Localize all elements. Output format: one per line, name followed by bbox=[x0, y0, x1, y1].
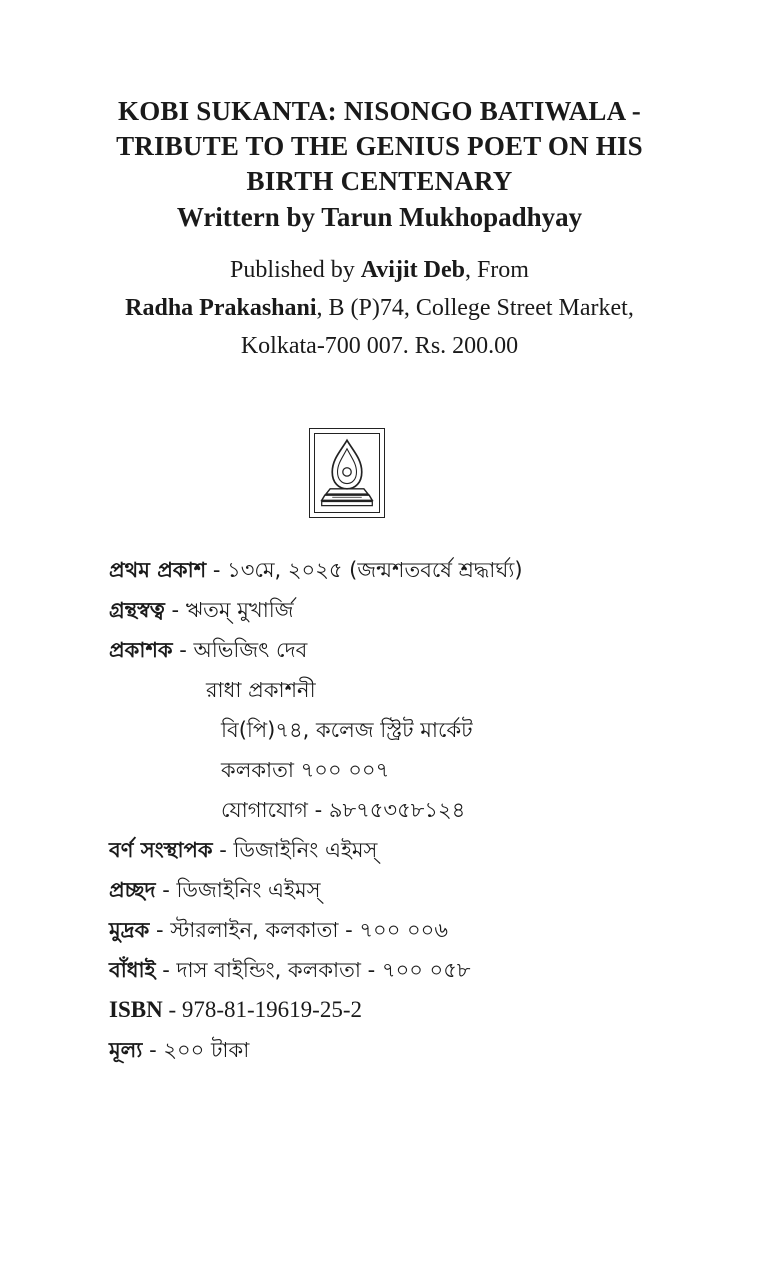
typesetter-value: - ডিজাইনিং এইমস্ bbox=[212, 838, 378, 862]
isbn-label: ISBN bbox=[109, 997, 163, 1022]
typesetter-label: বর্ণ সংস্থাপক bbox=[109, 838, 213, 862]
publisher-label: প্রকাশক bbox=[109, 638, 173, 662]
price-label: মূল্য bbox=[109, 1038, 143, 1062]
cover-value: - ডিজাইনিং এইমস্ bbox=[155, 878, 321, 902]
title-block bbox=[0, 94, 759, 235]
publisher-emblem-icon bbox=[309, 428, 385, 518]
cover-label: প্রচ্ছদ bbox=[109, 878, 156, 902]
publisher-line-3: বি(পি)৭৪, কলেজ স্ট্রিট মার্কেট bbox=[221, 718, 473, 742]
from-text: , From bbox=[464, 257, 529, 283]
publisher-row bbox=[109, 630, 749, 670]
published-by-line bbox=[0, 251, 759, 289]
isbn-value: - 978-81-19619-25-2 bbox=[162, 997, 362, 1022]
first-edition-label: প্রথম প্রকাশ bbox=[109, 558, 207, 582]
binding-label: বাঁধাই bbox=[109, 958, 156, 982]
press-address: , B (P)74, College Street Market, bbox=[316, 295, 634, 321]
copyright-row bbox=[109, 590, 749, 630]
first-edition-value: - ১৩মে, ২০২৫ (জন্মশতবর্ষে শ্রদ্ধার্ঘ্য) bbox=[206, 558, 523, 582]
city-price-line: Kolkata-700 007. Rs. 200.00 bbox=[240, 333, 519, 359]
publisher-name: Avijit Deb bbox=[360, 257, 465, 283]
published-by-prefix: Published by bbox=[230, 257, 361, 283]
isbn-row bbox=[109, 990, 749, 1030]
cover-row bbox=[109, 870, 749, 910]
book-title-line-3: BIRTH CENTENARY bbox=[246, 166, 513, 196]
publisher-line-2: রাধা প্রকাশনী bbox=[206, 678, 316, 702]
price-value: - ২০০ টাকা bbox=[142, 1038, 250, 1062]
imprint-details bbox=[109, 550, 749, 1070]
press-name: Radha Prakashani bbox=[125, 295, 317, 321]
printer-label: মুদ্রক bbox=[109, 918, 150, 942]
book-title-line-2: TRIBUTE TO THE GENIUS POET ON HIS bbox=[116, 131, 643, 161]
copyright-value: - ঋতম্ মুখার্জি bbox=[164, 598, 294, 622]
publisher-line-4: কলকাতা ৭০০ ০০৭ bbox=[221, 758, 390, 782]
printer-value: - স্টারলাইন, কলকাতা - ৭০০ ০০৬ bbox=[149, 918, 448, 942]
publisher-line-5: যোগাযোগ - ৯৮৭৫৩৫৮১২৪ bbox=[221, 798, 466, 822]
copyright-label: গ্রন্থস্বত্ব bbox=[109, 598, 165, 622]
binding-value: - দাস বাইন্ডিং, কলকাতা - ৭০০ ০৫৮ bbox=[155, 958, 471, 982]
binding-row bbox=[109, 950, 749, 990]
first-edition-row bbox=[109, 550, 749, 590]
publication-details bbox=[0, 251, 759, 365]
press-address-line bbox=[0, 289, 759, 327]
book-title-line-1: KOBI SUKANTA: NISONGO BATIWALA - bbox=[118, 96, 641, 126]
price-row bbox=[109, 1030, 749, 1070]
author-line: Writtern by Tarun Mukhopadhyay bbox=[176, 202, 583, 232]
typesetter-row bbox=[109, 830, 749, 870]
printer-row bbox=[109, 910, 749, 950]
publisher-value: - অভিজিৎ দেব bbox=[172, 638, 308, 662]
